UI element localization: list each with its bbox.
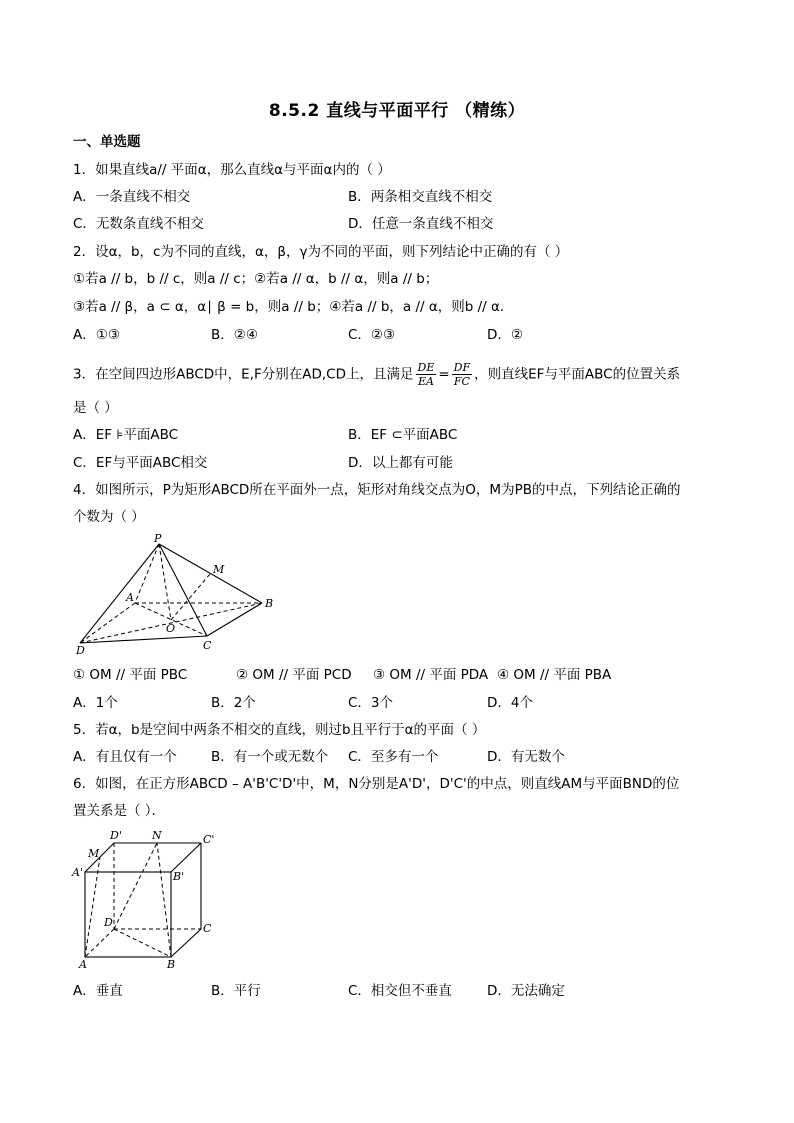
section-heading: 一、单选题 [73, 134, 141, 150]
q4-conclusion-1: ① OM // 平面 PBC [73, 667, 188, 683]
q1-option-c[interactable]: C．无数条直线不相交 [73, 216, 204, 232]
q3-option-c[interactable]: C．EF与平面ABC相交 [73, 455, 208, 471]
q4-label-m: M [213, 563, 225, 576]
q6-stem-2: 置关系是（ ）． [73, 803, 166, 819]
q5-option-b[interactable]: B．有一个或无数个 [211, 749, 329, 765]
q4-conclusion-3: ③ OM // 平面 PDA [373, 667, 489, 683]
q4-label-a: A [126, 591, 134, 604]
q2-option-d[interactable]: D．② [487, 327, 523, 343]
q1-option-a[interactable]: A．一条直线不相交 [73, 189, 191, 205]
q3-stem-pre: 3．在空间四边形ABCD中，E,F分别在AD,CD上，且满足 [73, 366, 414, 383]
q2-statement-2: ③若a // β，a ⊂ α，α∣ β = b，则a // b；④若a // b，a // α，则b // α． [73, 299, 514, 315]
q4-stem-2: 个数为（ ） [73, 509, 145, 525]
q4-label-o: O [166, 622, 176, 635]
q5-stem: 5．若α，b是空间中两条不相交的直线，则过b且平行于α的平面（ ） [73, 722, 486, 738]
q4-label-b: B [265, 597, 274, 610]
q4-conclusion-2: ② OM // 平面 PCD [236, 667, 352, 683]
q2-statement-1: ①若a // b，b // c，则a // c；②若a // α，b // α，则a // b； [73, 271, 439, 287]
q4-option-b[interactable]: B．2个 [211, 695, 256, 711]
q6-label-m: M [88, 847, 100, 860]
q4-pyramid-figure [70, 532, 290, 657]
page-title: 8.5.2 直线与平面平行 （精练） [268, 101, 526, 121]
q3-stem-2: 是（ ） [73, 400, 118, 416]
q6-label-b: B [167, 958, 176, 971]
q4-option-d[interactable]: D．4个 [487, 695, 533, 711]
q6-cube-figure [70, 826, 220, 971]
q6-label-a1: A' [72, 866, 83, 879]
q6-label-d1: D' [110, 829, 122, 842]
q4-label-p: P [154, 532, 162, 545]
q6-label-c: C [203, 922, 212, 935]
q6-label-n: N [152, 829, 162, 842]
q6-label-d: D [104, 916, 113, 929]
q6-label-b1: B' [173, 870, 185, 883]
q3-option-d[interactable]: D．以上都有可能 [348, 455, 453, 471]
q6-option-c[interactable]: C．相交但不垂直 [348, 983, 452, 999]
q6-option-a[interactable]: A．垂直 [73, 983, 123, 999]
q2-option-c[interactable]: C．②③ [348, 327, 396, 343]
q1-stem: 1．如果直线a// 平面α，那么直线α与平面α内的（ ） [73, 162, 391, 178]
q6-option-d[interactable]: D．无法确定 [487, 983, 565, 999]
q6-label-a: A [79, 958, 87, 971]
q2-option-a[interactable]: A．①③ [73, 327, 120, 343]
q1-option-b[interactable]: B．两条相交直线不相交 [348, 189, 493, 205]
q4-label-d: D [76, 644, 85, 657]
q6-label-c1: C' [203, 833, 215, 846]
q3-stem-post: ，则直线EF与平面ABC的位置关系 [474, 366, 681, 383]
q5-option-c[interactable]: C．至多有一个 [348, 749, 439, 765]
q1-option-d[interactable]: D．任意一条直线不相交 [348, 216, 494, 232]
q4-option-a[interactable]: A．1个 [73, 695, 118, 711]
q3-fraction-df-fc: $\frac{DF}{FC}$ [453, 361, 471, 388]
q4-label-c: C [203, 639, 212, 652]
q2-option-b[interactable]: B．②④ [211, 327, 258, 343]
q3-option-a[interactable]: A．EF ⊧平面ABC [73, 427, 179, 443]
q4-conclusion-4: ④ OM // 平面 PBA [497, 667, 612, 683]
q2-stem: 2．设α，b，c为不同的直线，α，β，γ为不同的平面，则下列结论中正确的有（ ） [73, 244, 569, 260]
q3-option-b[interactable]: B．EF ⊂平面ABC [348, 427, 458, 443]
q4-option-c[interactable]: C．3个 [348, 695, 394, 711]
q5-option-a[interactable]: A．有且仅有一个 [73, 749, 177, 765]
q5-option-d[interactable]: D．有无数个 [487, 749, 565, 765]
q3-fraction-de-ea: $\frac{DE}{EA}$ [417, 361, 435, 388]
q3-stem: 3．在空间四边形ABCD中，E,F分别在AD,CD上，且满足 $\frac{DE}{EA}$ = $\frac{DF}{FC}$ ，则直线EF与平面ABC的位置关系 [73, 361, 681, 388]
q6-stem: 6．如图，在正方形ABCD – A'B'C'D'中，M，N分别是A'D'，D'C'的中点，则直线AM与平面BND的位 [73, 776, 680, 792]
q4-stem: 4．如图所示，P为矩形ABCD所在平面外一点，矩形对角线交点为O，M为PB的中点，下列结论正确的 [73, 482, 681, 498]
q6-option-b[interactable]: B．平行 [211, 983, 261, 999]
